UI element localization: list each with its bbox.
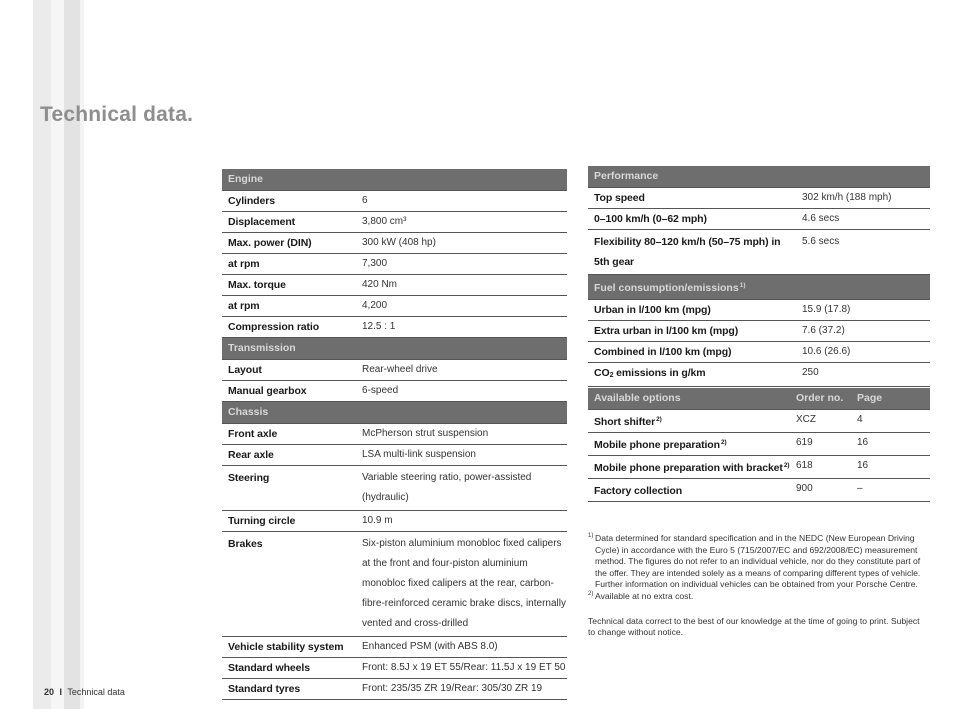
spec-label: Rear axle [222,445,356,466]
table-row [222,511,567,532]
footnote-marker: 1) [588,533,594,539]
footer-separator: I [59,687,63,697]
footnotes [588,533,928,639]
table-row [222,191,567,212]
spec-label: Top speed [588,188,796,209]
section-heading-text: Fuel consumption/emissions [594,282,739,294]
table-row [588,342,930,363]
option-page: 16 [857,456,930,479]
table-row [588,479,930,502]
section-heading-performance [588,166,930,188]
spec-label: 0–100 km/h (0–62 mph) [588,209,796,230]
spec-value: 3,800 cm³ [356,212,567,233]
spec-label: Vehicle stability system [222,637,356,658]
co2-label-suffix: emissions in g/km [613,367,706,379]
spec-value: Front: 235/35 ZR 19/Rear: 305/30 ZR 19 [356,679,567,700]
spec-label: Brakes [222,532,356,637]
spec-value: 4.6 secs [796,209,930,230]
table-row [588,230,930,275]
section-heading-chassis [222,402,567,424]
spec-value: McPherson strut suspension [356,424,567,445]
page-number: 20 [44,687,55,697]
section-heading-label: Transmission [222,338,567,360]
spec-value: 5.6 secs [796,230,930,275]
table-row [222,466,567,511]
co2-label-prefix: CO [594,367,610,379]
option-label [588,410,796,433]
section-heading-transmission [222,338,567,360]
spec-value: 7,300 [356,254,567,275]
option-order-no: 619 [796,433,857,456]
option-name: Mobile phone preparation with bracket [594,462,783,474]
table-row [222,381,567,402]
option-name: Mobile phone preparation [594,439,720,451]
option-page: 4 [857,410,930,433]
engine-chassis-table [222,169,567,700]
table-row [588,433,930,456]
footnote-text: Available at no extra cost. [595,590,694,601]
spec-value: 6 [356,191,567,212]
page-heading: Page [857,388,930,410]
section-heading-fuel [588,275,930,300]
spec-label: Front axle [222,424,356,445]
option-label [588,433,796,456]
spec-label: at rpm [222,296,356,317]
spec-label: Manual gearbox [222,381,356,402]
footer-section-title: Technical data [67,687,125,697]
spec-label: Flexibility 80–120 km/h (50–75 mph) in 5th gear [588,230,796,275]
spec-label: Turning circle [222,511,356,532]
footnote-marker: 1) [739,282,746,289]
spec-label [588,363,796,387]
footnote-item [588,591,928,603]
table-row [588,188,930,209]
option-name: Factory collection [594,485,683,497]
table-row [222,532,567,637]
option-order-no: XCZ [796,410,857,433]
spec-label: Extra urban in l/100 km (mpg) [588,321,796,342]
spec-value: 15.9 (17.8) [796,300,930,321]
table-row [588,300,930,321]
footnote-marker: 2) [783,462,790,469]
table-row [588,410,930,433]
table-row [222,679,567,700]
spec-value: 300 kW (408 hp) [356,233,567,254]
option-name: Short shifter [594,416,656,428]
footnote-marker: 2) [720,439,727,446]
spec-label: Layout [222,360,356,381]
option-label [588,479,796,502]
page-footer [44,687,125,697]
spec-value: 7.6 (37.2) [796,321,930,342]
spec-value: 250 [796,363,930,387]
spec-label: Urban in l/100 km (mpg) [588,300,796,321]
options-table [588,388,930,502]
options-heading: Available options [588,388,796,410]
spec-label: Standard tyres [222,679,356,700]
spec-value: 4,200 [356,296,567,317]
performance-table [588,166,930,387]
table-row [222,296,567,317]
footnote-item [588,533,928,591]
spec-label: Compression ratio [222,317,356,338]
footnote-text: Data determined for standard specification and in the NEDC (New European Driving Cycle) in accordance with the Euro 5 (715/2007/EC and 692/2008/EC) measurement method. The figures do not refer to an individual vehicle, nor do they constitute part of the offer. They are intended solely as a means of comparing different types of vehicle. Further information on individual vehicles can be obtained from your Porsche Centre. [595,533,921,590]
section-heading-label: Chassis [222,402,567,424]
spec-value: Front: 8.5J x 19 ET 55/Rear: 11.5J x 19 ET 50 [356,658,567,679]
order-no-heading: Order no. [796,388,857,410]
option-order-no: 900 [796,479,857,502]
option-page: – [857,479,930,502]
page-title: Technical data. [40,103,194,126]
table-row [222,637,567,658]
section-heading-label [588,275,930,300]
spec-label: Standard wheels [222,658,356,679]
spec-value: Enhanced PSM (with ABS 8.0) [356,637,567,658]
co2-label-sub: 2 [609,372,614,379]
spec-value: 6-speed [356,381,567,402]
spec-label: Max. power (DIN) [222,233,356,254]
table-row [222,233,567,254]
option-page: 16 [857,433,930,456]
section-heading-label: Performance [588,166,930,188]
footnote-marker: 2) [656,416,662,423]
spec-value: 10.6 (26.6) [796,342,930,363]
spec-value: 10.9 m [356,511,567,532]
table-row [222,317,567,338]
option-order-no: 618 [796,456,857,479]
spec-value: 12.5 : 1 [356,317,567,338]
table-row [222,424,567,445]
footnote-marker: 2) [588,590,594,597]
spec-value: 420 Nm [356,275,567,296]
section-heading-label: Engine [222,169,567,191]
option-label [588,456,796,479]
table-row [222,445,567,466]
table-row [222,212,567,233]
table-row [222,254,567,275]
spec-label: Combined in l/100 km (mpg) [588,342,796,363]
spec-value: Six-piston aluminium monobloc fixed calipers at the front and four-piston aluminium monobloc fixed calipers at the rear, carbon-fibre-reinforced ceramic brake discs, internally vented and cross-drilled [356,532,567,637]
options-header-row [588,388,930,410]
spec-value: Rear-wheel drive [356,360,567,381]
spec-value: Variable steering ratio, power-assisted (hydraulic) [356,466,567,511]
spec-label: Steering [222,466,356,511]
spec-value: LSA multi-link suspension [356,445,567,466]
table-row [222,658,567,679]
table-row [588,456,930,479]
spec-label: at rpm [222,254,356,275]
print-disclaimer: Technical data correct to the best of our knowledge at the time of going to print. Subject to change without notice. [588,615,920,638]
table-row [222,275,567,296]
spec-label: Cylinders [222,191,356,212]
table-row [222,360,567,381]
spec-label: Max. torque [222,275,356,296]
table-row [588,321,930,342]
spec-label: Displacement [222,212,356,233]
section-heading-engine [222,169,567,191]
spec-value: 302 km/h (188 mph) [796,188,930,209]
table-row [588,363,930,387]
table-row [588,209,930,230]
